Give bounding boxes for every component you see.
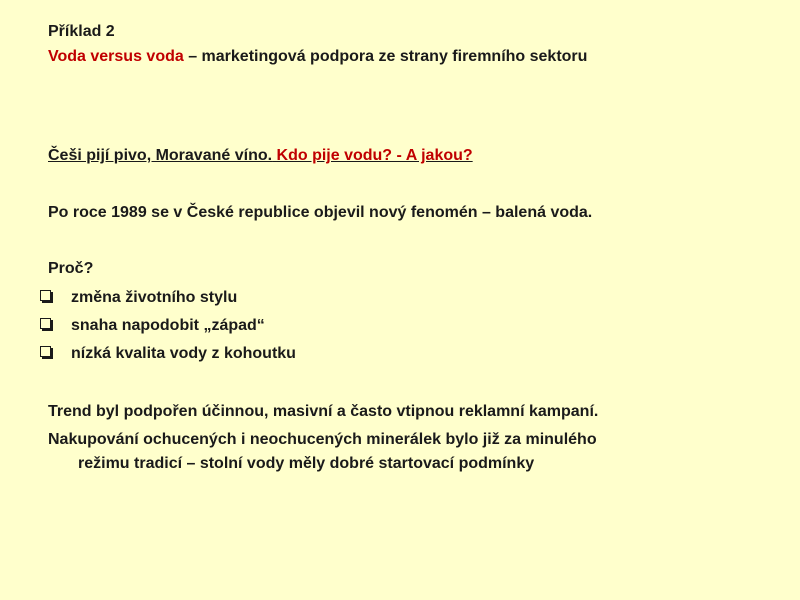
- trend-text: Trend byl podpořen účinnou, masivní a často vtipnou reklamní kampaní.: [48, 403, 599, 420]
- list-item: [40, 344, 296, 364]
- why-heading: Proč?: [48, 260, 94, 277]
- list-item-label: změna životního stylu: [71, 289, 238, 306]
- intro-text: Po roce 1989 se v České republice objevil nový fenomén – balená voda.: [48, 204, 593, 221]
- question-statement: Češi pijí pivo, Moravané víno.: [48, 147, 273, 164]
- question-line: [48, 146, 473, 166]
- checkbox-bullet-icon: [40, 346, 51, 357]
- checkbox-bullet-icon: [40, 290, 51, 301]
- list-item-label: snaha napodobit „západ“: [71, 317, 265, 334]
- example-subtitle: [48, 47, 587, 67]
- list-item: [40, 316, 265, 336]
- subtitle-highlight: Voda versus voda: [48, 48, 184, 65]
- example-title: Příklad 2: [48, 23, 115, 40]
- checkbox-bullet-icon: [40, 318, 51, 329]
- list-item-label: nízká kvalita vody z kohoutku: [71, 345, 296, 362]
- subtitle-rest: – marketingová podpora ze strany firemního sektoru: [183, 48, 588, 65]
- shopping-text-line2: režimu tradicí – stolní vody měly dobré startovací podmínky: [78, 455, 535, 472]
- question-red: Kdo pije vodu? - A jakou?: [276, 147, 473, 164]
- list-item: [40, 288, 237, 308]
- shopping-text-line1: Nakupování ochucených i neochucených minerálek bylo již za minulého: [48, 431, 597, 448]
